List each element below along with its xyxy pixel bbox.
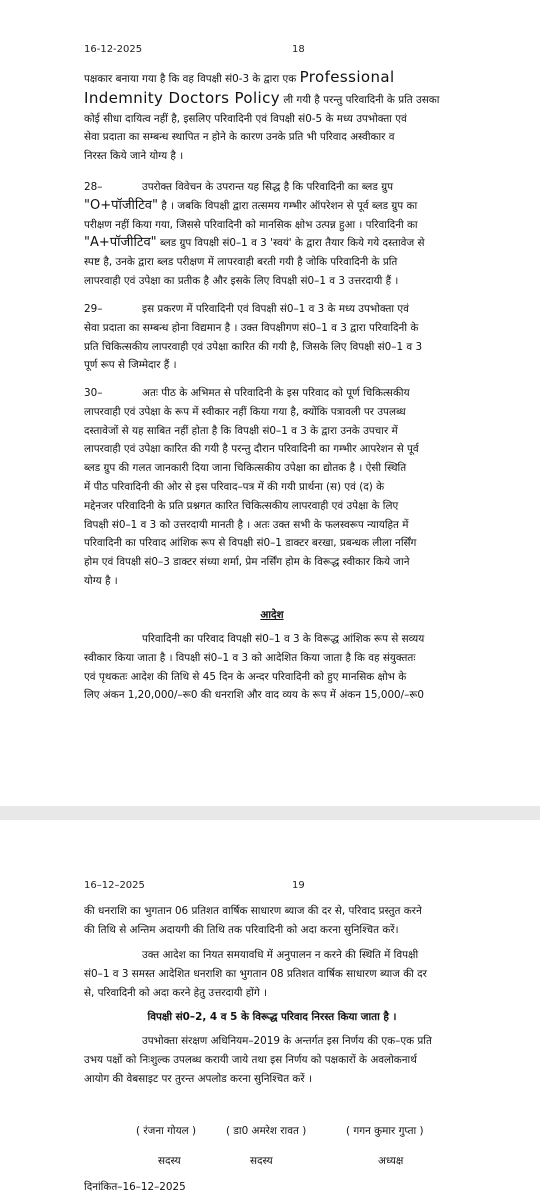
page-number: 18 <box>292 44 305 55</box>
paragraph-30 <box>84 384 460 591</box>
text-line: लापरवाही एवं उपेक्षा कारित की गयी है परन्तु दौरान परिवादिनी का गम्भीर आपरेशन से पूर्व <box>84 443 419 456</box>
text-line: विपक्षी सं0–1 व 3 को उत्तरदायी मानती है । अतः उक्त सभी के फलस्वरूप न्यायहित में <box>84 518 409 531</box>
text-line: ली गयी है परन्तु परिवादिनी के प्रति उसका <box>280 93 440 106</box>
text-line: उक्त आदेश का नियत समयावधि में अनुपालन न करने की स्थिति में विपक्षी <box>142 949 419 961</box>
paragraph-28 <box>84 178 460 291</box>
paragraph-number: 28– <box>84 181 103 193</box>
text-line: से, परिवादिनी को अदा करने हेतु उत्तरदायी होंगे । <box>84 986 268 999</box>
text-line: स्वीकार किया जाता है । विपक्षी सं0–1 व 3 को आदेशित किया जाता है कि वह संयुक्ततः <box>84 651 416 664</box>
signatory-name: ( गगन कुमार गुप्ता ) <box>346 1125 424 1137</box>
signatory-role: अध्यक्ष <box>378 1155 404 1167</box>
text-line: दस्तावेजों से यह साबित नहीं होता है कि विपक्षी सं0–1 व 3 के द्वारा उनके उपचार में <box>84 424 398 437</box>
text-line: पूर्ण रूप से जिम्मेदार हैं । <box>84 359 177 372</box>
signatory-name: ( डा0 अमरेश रावत ) <box>226 1125 307 1137</box>
text-line: होम एवं विपक्षी सं0–3 डाक्टर संध्या शर्मा, प्रेम नर्सिंग होम के विरूद्ध स्वीकार किये जाने <box>84 556 410 569</box>
paragraph-number: 30– <box>84 387 103 399</box>
policy-term: Professional <box>299 68 395 86</box>
signatory-role: सदस्य <box>158 1155 181 1167</box>
text-line: कोई सीधा दायित्व नहीं है, इसलिए परिवादिनी एवं विपक्षी सं0-5 के मध्य उपभोक्ता एवं <box>84 112 407 125</box>
text-line: में पीठ परिवादिनी की ओर से इस परिवाद–पत्र में की गयी प्रार्थना (स) एवं (द) के <box>84 480 385 493</box>
text-line: लापरवाही एवं उपेक्षा का प्रतीक है और इसके लिए विपक्षी सं0–1 व 3 उत्तरदायी हैं । <box>84 274 399 287</box>
intro-paragraph <box>84 68 460 166</box>
order-paragraph <box>84 630 460 705</box>
text-line: ब्लड ग्रुप की गलत जानकारी दिया जाना चिकित्सकीय उपेक्षा का द्योतक है । ऐसी स्थिति <box>84 462 407 475</box>
page-date: 16–12–2025 <box>84 880 145 891</box>
text-line: उभय पक्षों को निःशुल्क उपलब्ध करायी जाये तथा इस निर्णय को पक्षकारों के अवलोकनार्थ <box>84 1053 417 1066</box>
text-line: योग्य है । <box>84 574 118 587</box>
page-number: 19 <box>292 880 305 891</box>
copy-paragraph <box>84 1032 460 1088</box>
page-date: 16-12-2025 <box>84 44 143 55</box>
blood-group-term: "A+पॉजीटिव" <box>84 235 157 251</box>
document-page-19 <box>0 820 540 1196</box>
page-separator <box>0 806 540 820</box>
blood-group-term: "O+पॉजीटिव" <box>84 197 158 213</box>
signatory-name: ( रंजना गोयल ) <box>136 1125 197 1137</box>
text-line: परीक्षण नहीं किया गया, जिससे परिवादिनी को मानसिक क्षोभ उत्पन्न हुआ । परिवादिनी का <box>84 218 418 231</box>
paragraph-29 <box>84 300 460 375</box>
text-line: मद्देनजर परिवादिनी के प्रति प्रश्नगत कारित चिकित्सकीय लापरवाही एवं उपेक्षा के लिए <box>84 499 399 512</box>
text-line: आयोग की वेबसाइट पर तुरन्त अपलोड करना सुनिश्चित करें । <box>84 1072 312 1085</box>
paragraph-number: 29– <box>84 303 103 315</box>
payment-paragraph <box>84 902 460 940</box>
text-line: पक्षकार बनाया गया है कि वह विपक्षी सं0-3 के द्वारा एक <box>84 73 300 85</box>
text-line: प्रति चिकित्सकीय लापरवाही एवं उपेक्षा कारित की गयी है, जिसके लिए विपक्षी सं0–1 व 3 <box>84 340 423 353</box>
text-line: परिवादिनी का परिवाद आंशिक रूप से विपक्षी सं0–1 डाक्टर बरखा, प्रबन्धक लीला नर्सिंग <box>84 537 417 550</box>
text-line: ब्लड ग्रुप विपक्षी सं0–1 व 3 'स्वयं' के द्वारा तैयार किये गये दस्तावेज से <box>156 237 425 250</box>
text-line: इस प्रकरण में परिवादिनी एवं विपक्षी सं0–1 व 3 के मध्य उपभोक्ता एवं <box>142 303 409 315</box>
text-line: स्पष्ट है, उनके द्वारा ब्लड परीक्षण में लापरवाही बरती गयी है जोकि परिवादिनी के प्रति <box>84 256 398 269</box>
signatory-role: सदस्य <box>250 1155 273 1167</box>
compliance-paragraph <box>84 946 460 1002</box>
text-line: की धनराशि का भुगतान 06 प्रतिशत वार्षिक साधारण ब्याज की दर से, परिवाद प्रस्तुत करने <box>84 905 422 917</box>
text-line: अतः पीठ के अभिमत से परिवादिनी के इस परिवाद को पूर्ण चिकित्सकीय <box>142 387 410 399</box>
text-line: लापरवाही एवं उपेक्षा के रूप में स्वीकार नहीं किया गया है, क्योंकि पत्रावली पर उपलब्ध <box>84 405 406 418</box>
text-line: सं0–1 व 3 समस्त आदेशित धनराशि का भुगतान 08 प्रतिशत वार्षिक साधारण ब्याज की दर <box>84 967 427 980</box>
text-line: है । जबकि विपक्षी द्वारा तत्समय गम्भीर ऑपरेशन से पूर्व ब्लड ग्रुप का <box>158 199 418 212</box>
policy-term: Indemnity Doctors Policy <box>84 88 281 107</box>
text-line: उपभोक्ता संरक्षण अधिनियम–2019 के अन्तर्गत इस निर्णय की एक–एक प्रति <box>142 1035 432 1047</box>
order-heading: आदेश <box>260 609 284 621</box>
dismissal-line: विपक्षी सं0–2, 4 व 5 के विरूद्ध परिवाद निरस्त किया जाता है । <box>147 1011 397 1023</box>
text-line: सेवा प्रदाता का सम्बन्ध स्थापित न होने के कारण उनके प्रति भी परिवाद अस्वीकार व <box>84 131 395 144</box>
text-line: लिए अंकन 1,20,000/–रू0 की धनराशि और वाद व्यय के रूप में अंकन 15,000/–रू0 <box>84 689 425 702</box>
text-line: सेवा प्रदाता का सम्बन्ध होना विद्यमान है । उक्त विपक्षीगण सं0–1 व 3 द्वारा परिवादिनी के <box>84 321 419 334</box>
text-line: निरस्त किये जाने योग्य है । <box>84 150 184 163</box>
dated-line: दिनांकित–16–12–2025 <box>84 1181 186 1193</box>
text-line: उपरोक्त विवेचन के उपरान्त यह सिद्ध है कि परिवादिनी का ब्लड ग्रुप <box>142 181 393 193</box>
text-line: परिवादिनी का परिवाद विपक्षी सं0–1 व 3 के विरूद्ध आंशिक रूप से सव्यय <box>142 633 425 645</box>
text-line: एवं पृथकतः आदेश की तिथि से 45 दिन के अन्दर परिवादिनी को हुए मानसिक क्षोभ के <box>84 670 407 683</box>
text-line: की तिथि से अन्तिम अदायगी की तिथि तक परिवादिनी को अदा करना सुनिश्चित करें। <box>84 923 399 936</box>
